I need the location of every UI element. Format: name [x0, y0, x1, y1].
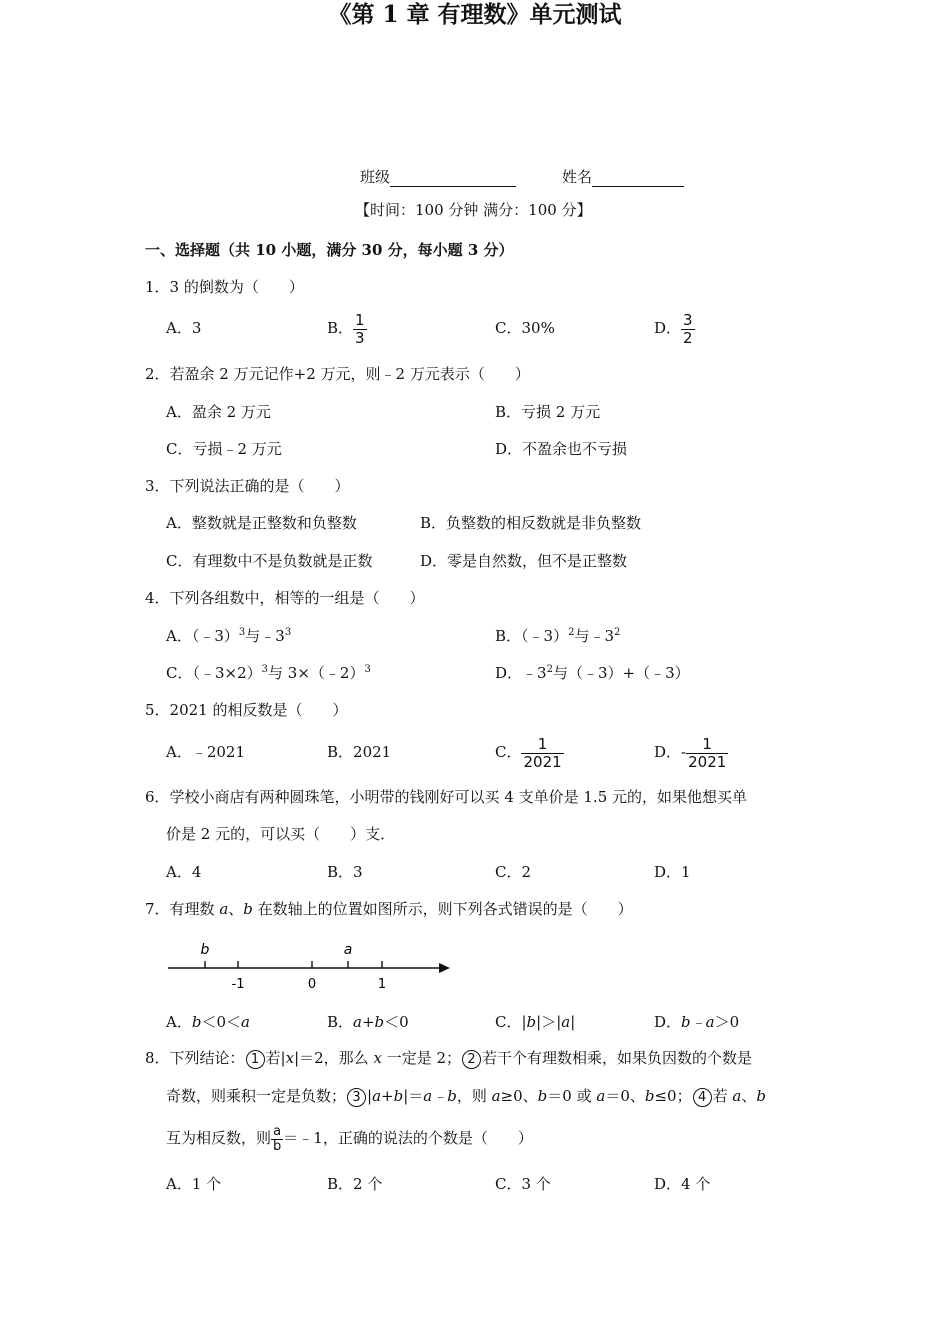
q1-d-denominator: 2 — [683, 328, 693, 347]
q1-option-d[interactable] — [654, 308, 695, 348]
q7-option-c[interactable] — [495, 1012, 575, 1032]
q8-l1-text5: 若干个有理数相乘，如果负因数的个数是 — [482, 1049, 753, 1067]
q4-d-exp1: 2 — [546, 664, 553, 675]
label-b: b — [200, 942, 210, 958]
q5-option-b[interactable]: B．2021 — [327, 743, 392, 761]
q3-option-d[interactable]: D．零是自然数，但不是正整数 — [420, 552, 628, 570]
q4-b-exp2: 2 — [614, 627, 621, 638]
q7-c-var1: b — [526, 1013, 537, 1031]
q7-a-var2: a — [241, 1013, 250, 1031]
q4-a-text2: 与﹣3 — [245, 627, 285, 645]
q8-l2-var1: a+b — [372, 1087, 404, 1105]
q8-l1-text3: |＝2，那么 — [294, 1049, 374, 1067]
q5-option-a[interactable]: A．﹣2021 — [166, 743, 246, 761]
q5-d-fraction — [686, 736, 728, 771]
q4-c-exp2: 3 — [364, 664, 371, 675]
q6-option-d[interactable]: D．1 — [654, 863, 691, 881]
q1-b-fraction — [353, 312, 367, 347]
q7-sep: 、 — [228, 900, 244, 918]
q7-stem — [145, 899, 633, 919]
q8-l1-text4: 一定是 2； — [381, 1049, 462, 1067]
q7-option-b[interactable] — [327, 1012, 409, 1032]
q7-c-part1: C．| — [495, 1013, 527, 1031]
q7-option-a[interactable] — [166, 1012, 250, 1032]
q8-line3 — [166, 1118, 533, 1158]
q1-d-fraction — [681, 312, 695, 347]
q4-a-exp1: 3 — [238, 627, 246, 638]
q8-l2-var4: b — [537, 1087, 548, 1105]
q5-option-d[interactable] — [654, 732, 728, 772]
q2-option-d[interactable]: D．不盈余也不亏损 — [495, 440, 628, 458]
q4-option-b[interactable] — [495, 626, 620, 646]
class-blank[interactable] — [390, 168, 516, 187]
name-field — [562, 167, 684, 187]
q3-option-a[interactable]: A．整数就是正整数和负整数 — [166, 514, 357, 532]
q7-b-expr: a+b — [353, 1013, 385, 1031]
circled-one: 1 — [246, 1050, 265, 1069]
q6-stem-line1: 6．学校小商店有两种圆珠笔，小明带的钱刚好可以买 4 支单价是 1.5 元的，如果他想买单 — [145, 788, 748, 806]
q8-line1 — [145, 1048, 752, 1069]
class-label: 班级 — [360, 168, 391, 186]
label-a: a — [343, 942, 353, 958]
q8-l2-text7: ＝0、 — [605, 1087, 645, 1105]
number-line-figure — [160, 932, 460, 996]
q7-stem-part2: 在数轴上的位置如图所示，则下列各式错误的是（ ） — [252, 900, 633, 918]
q4-d-text2: 与（﹣3）+（﹣3） — [552, 664, 690, 682]
q5-c-denominator: 2021 — [523, 752, 562, 771]
q2-option-c[interactable]: C．亏损﹣2 万元 — [166, 440, 282, 458]
q4-option-d[interactable] — [495, 663, 690, 683]
q7-b-rel: ＜0 — [384, 1013, 409, 1031]
q8-frac-numerator: a — [273, 1123, 282, 1139]
q8-l2-text5: ≥0、 — [500, 1087, 538, 1105]
q7-var-b: b — [243, 900, 253, 918]
q5-c-fraction — [521, 736, 563, 771]
q1-option-c[interactable]: C．30% — [495, 319, 555, 337]
q7-d-rel: ＞0 — [714, 1013, 740, 1031]
q8-l2-var2: a﹣b — [423, 1087, 457, 1105]
label-one: 1 — [377, 977, 387, 992]
q4-c-text2: 与 3×（﹣2） — [268, 664, 365, 682]
q8-fraction — [271, 1125, 283, 1154]
name-blank[interactable] — [592, 168, 684, 187]
q5-option-c[interactable] — [495, 732, 564, 772]
q3-option-c[interactable]: C．有理数中不是负数就是正数 — [166, 552, 373, 570]
q8-l2-text8: ≤0； — [654, 1087, 692, 1105]
q8-option-d[interactable]: D．4 个 — [654, 1175, 711, 1193]
q8-l3-text2: ＝﹣1，正确的说法的个数是（ ） — [283, 1129, 533, 1147]
q8-var-x2: x — [373, 1049, 382, 1067]
q7-c-part2: |＞| — [536, 1013, 562, 1031]
q8-var-x: x — [285, 1049, 295, 1067]
q2-option-b[interactable]: B．亏损 2 万元 — [495, 403, 601, 421]
q8-l3-text1: 互为相反数，则 — [166, 1129, 272, 1147]
q3-option-b[interactable]: B．负整数的相反数就是非负整数 — [420, 514, 642, 532]
q7-a-var1: b — [191, 1013, 202, 1031]
name-label: 姓名 — [562, 168, 593, 186]
q4-a-text1: A．（﹣3） — [166, 627, 239, 645]
q1-b-numerator: 1 — [355, 310, 365, 329]
q4-b-exp1: 2 — [568, 627, 575, 638]
class-field — [360, 167, 516, 187]
q8-l2-text3: |＝ — [403, 1087, 424, 1105]
q8-option-c[interactable]: C．3 个 — [495, 1175, 551, 1193]
q8-l2-var8: b — [756, 1087, 766, 1105]
q4-option-a[interactable] — [166, 626, 291, 646]
q8-l2-text10: 、 — [741, 1087, 757, 1105]
q1-d-numerator: 3 — [683, 310, 693, 329]
q6-stem-line2: 价是 2 元的，可以买（ ）支． — [166, 825, 396, 843]
q1-stem: 1．3 的倒数为（ ） — [145, 278, 304, 296]
q5-stem: 5．2021 的相反数是（ ） — [145, 701, 348, 719]
q7-a-rel: ＜0＜ — [201, 1013, 241, 1031]
q8-l1-text1: 8．下列结论： — [145, 1049, 245, 1067]
q2-option-a[interactable]: A．盈余 2 万元 — [166, 403, 271, 421]
q7-option-d[interactable] — [654, 1012, 739, 1032]
q8-l2-text4: ，则 — [456, 1087, 492, 1105]
q7-a-label: A． — [166, 1013, 192, 1031]
number-line-arrow — [439, 963, 450, 973]
circled-four: 4 — [693, 1088, 712, 1107]
q7-c-part3: | — [570, 1013, 576, 1031]
q8-l2-var7: a — [732, 1087, 742, 1105]
page-title: 《第 1 章 有理数》单元测试 — [328, 1, 622, 28]
label-neg1: -1 — [231, 977, 245, 992]
q1-b-label: B． — [327, 319, 354, 337]
q3-stem: 3．下列说法正确的是（ ） — [145, 477, 350, 495]
q8-l2-text6: ＝0 或 — [547, 1087, 597, 1105]
q5-d-denominator: 2021 — [688, 752, 727, 771]
q5-c-label: C． — [495, 743, 522, 761]
q4-b-text1: B．（﹣3） — [495, 627, 569, 645]
q7-d-label: D． — [654, 1013, 682, 1031]
q6-option-c[interactable]: C．2 — [495, 863, 532, 881]
q8-l2-var3: a — [491, 1087, 501, 1105]
q8-l1-text2: 若| — [265, 1049, 286, 1067]
q4-stem: 4．下列各组数中，相等的一组是（ ） — [145, 589, 425, 607]
q7-stem-part1: 7．有理数 — [145, 900, 220, 918]
q7-d-expr: b﹣a — [681, 1013, 715, 1031]
q6-option-b[interactable]: B．3 — [327, 863, 363, 881]
q7-c-var2: a — [561, 1013, 571, 1031]
q5-d-numerator: 1 — [702, 734, 712, 753]
q5-d-label: D． — [654, 743, 682, 761]
q5-c-numerator: 1 — [537, 734, 548, 753]
q4-option-c[interactable] — [166, 663, 371, 683]
q2-stem: 2．若盈余 2 万元记作+2 万元，则﹣2 万元表示（ ） — [145, 365, 530, 383]
q8-line2 — [166, 1086, 766, 1107]
q7-var-a: a — [219, 900, 229, 918]
q4-d-text1: D．﹣3 — [495, 664, 547, 682]
time-info: 【时间：100 分钟 满分：100 分】 — [355, 201, 592, 219]
circled-three: 3 — [347, 1088, 366, 1107]
q5-d-sign: - — [681, 743, 687, 761]
q1-option-a[interactable]: A．3 — [166, 319, 202, 337]
q1-d-label: D． — [654, 319, 682, 337]
q8-l2-var6: b — [644, 1087, 655, 1105]
q4-a-exp2: 3 — [284, 627, 292, 638]
q8-l2-text1: 奇数，则乘积一定是负数； — [166, 1087, 347, 1105]
q4-c-exp1: 3 — [261, 664, 269, 675]
q1-option-b[interactable] — [327, 308, 367, 348]
q8-l2-text2: | — [367, 1087, 373, 1105]
q8-l2-text9: 若 — [712, 1087, 733, 1105]
q7-b-label: B． — [327, 1013, 354, 1031]
section-heading: 一、选择题（共 10 小题，满分 30 分，每小题 3 分） — [145, 241, 514, 259]
label-zero: 0 — [307, 977, 317, 992]
q8-l2-var5: a — [596, 1087, 606, 1105]
circled-two: 2 — [462, 1050, 481, 1069]
q1-b-denominator: 3 — [355, 328, 365, 347]
q8-option-b[interactable]: B．2 个 — [327, 1175, 383, 1193]
q4-c-text1: C．（﹣3×2） — [166, 664, 262, 682]
q8-frac-denominator: b — [273, 1138, 282, 1154]
q4-b-text2: 与﹣3 — [574, 627, 614, 645]
q8-option-a[interactable]: A．1 个 — [166, 1175, 222, 1193]
q6-option-a[interactable]: A．4 — [166, 863, 202, 881]
